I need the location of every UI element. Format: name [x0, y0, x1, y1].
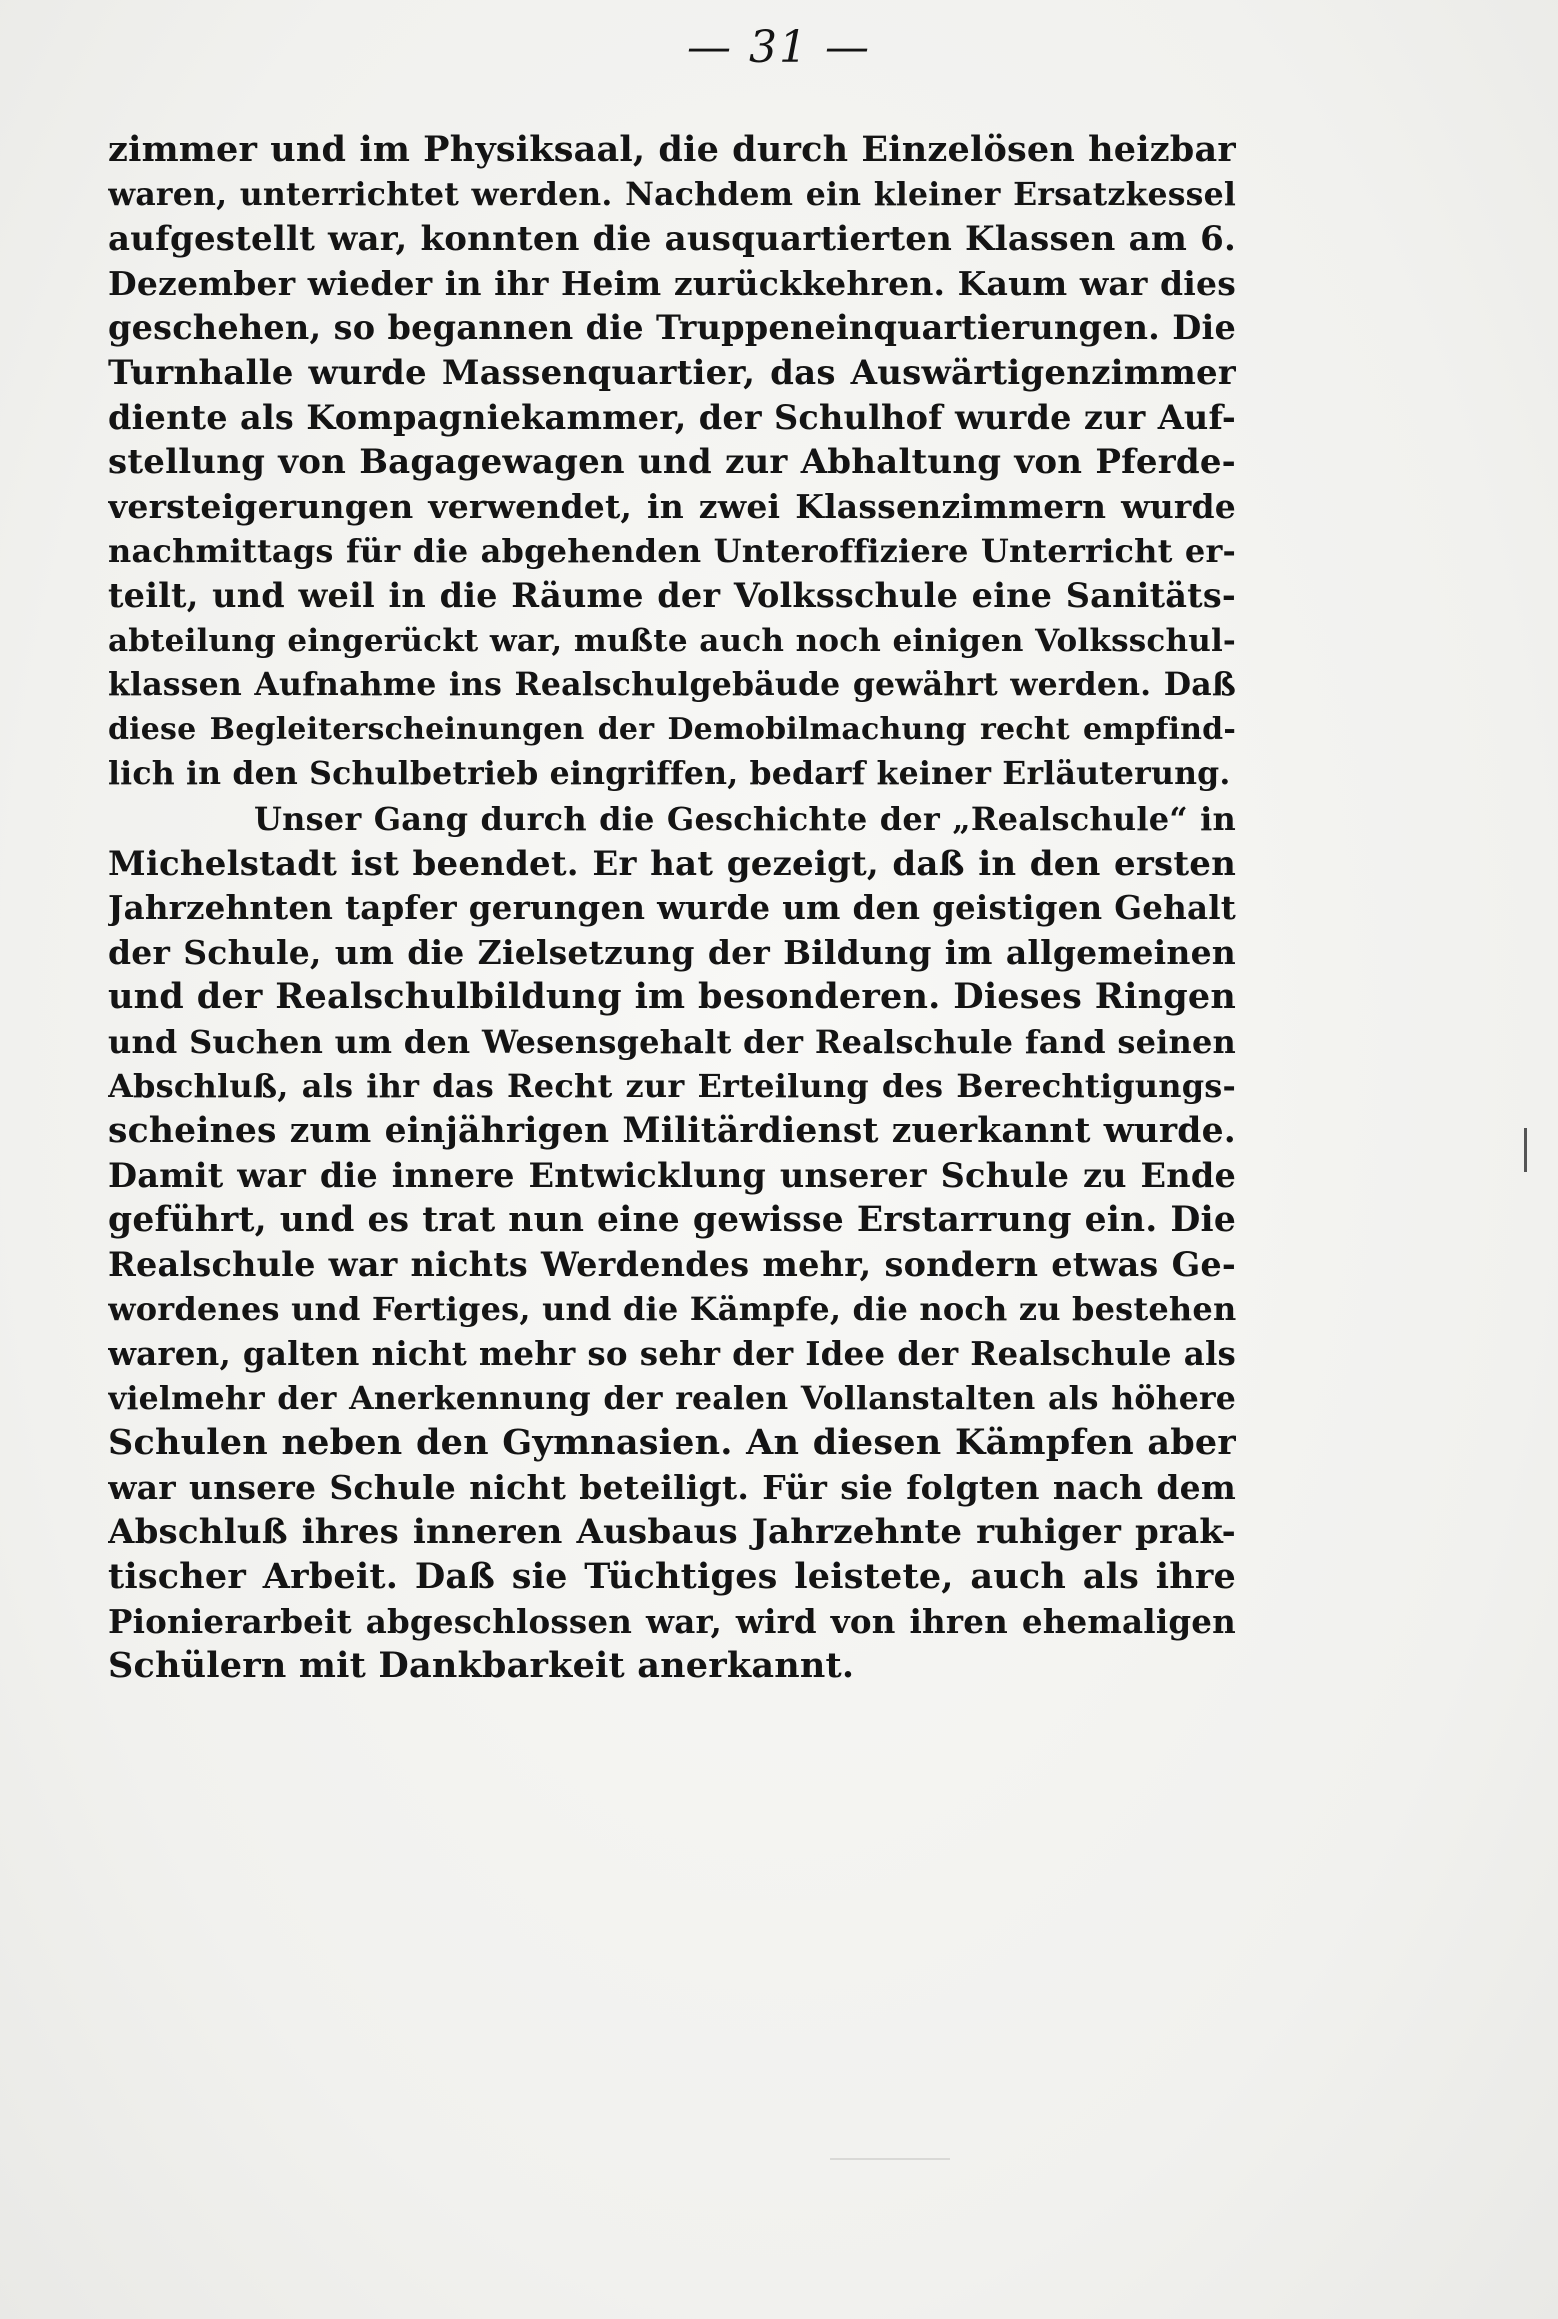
text-line: scheines zum einjährigen Militärdienst zuerkannt wurde. — [108, 1111, 1236, 1152]
text-line: Turnhalle wurde Massenquartier, das Auswärtigenzimmer — [108, 352, 1236, 393]
text-line: wordenes und Fertiges, und die Kämpfe, die noch zu bestehen — [108, 1290, 1236, 1329]
text-line: vielmehr der Anerkennung der realen Vollanstalten als höhere — [108, 1379, 1236, 1417]
paragraph-end-line: lich in den Schulbetrieb eingriffen, bedarf keiner Erläuterung. — [108, 755, 1231, 793]
text-line: nachmittags für die abgehenden Unteroffiziere Unterricht er- — [108, 532, 1236, 571]
text-line: der Schule, um die Zielsetzung der Bildung im allgemeinen — [108, 932, 1236, 972]
text-line: waren, galten nicht mehr so sehr der Idee der Realschule als — [108, 1334, 1236, 1374]
text-line: zimmer und im Physiksaal, die durch Einzelösen heizbar — [108, 129, 1236, 170]
text-line: und der Realschulbildung im besonderen. Dieses Ringen — [108, 976, 1236, 1018]
text-line: Abschluß, als ihr das Recht zur Erteilung des Berechtigungs- — [108, 1067, 1236, 1106]
text-line: Dezember wieder in ihr Heim zurückkehren. Kaum war dies — [108, 263, 1236, 303]
text-line: Damit war die innere Entwicklung unserer Schule zu Ende — [108, 1155, 1236, 1195]
margin-mark — [1524, 1128, 1527, 1172]
text-line: stellung von Bagagewagen und zur Abhaltung von Pferde- — [108, 442, 1236, 483]
text-line: waren, unterrichtet werden. Nachdem ein kleiner Ersatzkessel — [108, 175, 1236, 213]
text-line: teilt, und weil in die Räume der Volksschule eine Sanitäts- — [108, 575, 1236, 615]
text-line: Pionierarbeit abgeschlossen war, wird von ihren ehemaligen — [108, 1601, 1236, 1641]
text-line: Abschluß ihres inneren Ausbaus Jahrzehnte ruhiger prak- — [108, 1512, 1236, 1553]
text-line: geschehen, so begannen die Truppeneinquartierungen. Die — [108, 308, 1236, 348]
text-line: geführt, und es trat nun eine gewisse Erstarrung ein. Die — [108, 1200, 1236, 1241]
text-line: abteilung eingerückt war, mußte auch noch einigen Volksschul- — [108, 622, 1236, 659]
bleed-through-rule — [830, 2158, 950, 2160]
text-line: und Suchen um den Wesensgehalt der Realschule fand seinen — [108, 1022, 1236, 1061]
text-line: Michelstadt ist beendet. Er hat gezeigt, daß in den ersten — [108, 843, 1236, 884]
text-line: war unsere Schule nicht beteiligt. Für sie folgten nach dem — [108, 1467, 1236, 1507]
page-number: — 31 — — [687, 22, 871, 73]
text-line: diente als Kompagniekammer, der Schulhof wurde zur Auf- — [108, 397, 1236, 437]
text-line: versteigerungen verwendet, in zwei Klassenzimmern wurde — [108, 486, 1236, 526]
body-text — [108, 128, 1236, 1689]
text-line: Realschule war nichts Werdendes mehr, sondern etwas Ge- — [108, 1244, 1236, 1284]
text-line: aufgestellt war, konnten die ausquartierten Klassen am 6. — [108, 219, 1236, 260]
paragraph-start-line: Unser Gang durch die Geschichte der „Realschule“ in — [254, 799, 1236, 838]
text-line: tischer Arbeit. Daß sie Tüchtiges leistete, auch als ihre — [108, 1556, 1236, 1597]
text-line: Schulen neben den Gymnasien. An diesen Kämpfen aber — [108, 1422, 1236, 1464]
text-line: Jahrzehnten tapfer gerungen wurde um den geistigen Gehalt — [108, 888, 1236, 928]
text-line: klassen Aufnahme ins Realschulgebäude gewährt werden. Daß — [108, 666, 1236, 704]
text-line: diese Begleiterscheinungen der Demobilmachung recht empfind- — [108, 711, 1236, 747]
paragraph-end-line: Schülern mit Dankbarkeit anerkannt. — [108, 1645, 855, 1687]
